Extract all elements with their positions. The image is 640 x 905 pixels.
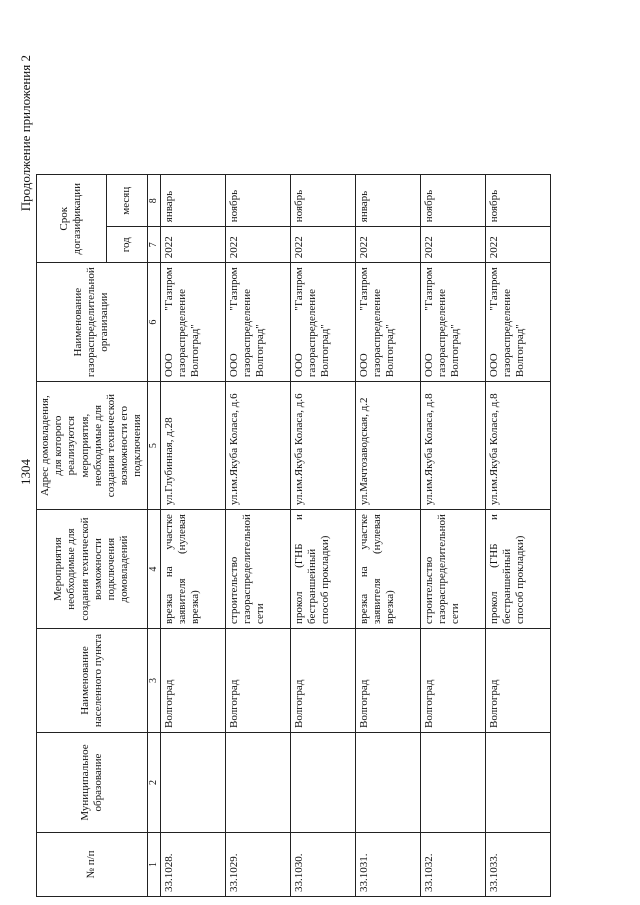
table-row (290, 175, 355, 897)
row-year: 2022 (485, 227, 550, 263)
row-number: 33.1032. (420, 833, 485, 897)
column-number: 3 (147, 629, 160, 733)
row-municipality (420, 733, 485, 833)
row-address: ул.им.Якуба Коласа, д.8 (420, 382, 485, 510)
column-number: 8 (147, 175, 160, 227)
row-measure: строительство газораспределительной сети (420, 510, 485, 629)
row-organization: ООО "Газпром газораспределение Волгоград" (355, 263, 420, 382)
row-organization: ООО "Газпром газораспределение Волгоград" (420, 263, 485, 382)
row-year: 2022 (225, 227, 290, 263)
row-municipality (160, 733, 225, 833)
column-number: 5 (147, 382, 160, 510)
row-measure: прокол (ГНБ и бестраншейный способ прокладки) (290, 510, 355, 629)
row-organization: ООО "Газпром газораспределение Волгоград" (290, 263, 355, 382)
row-settlement: Волгоград (485, 629, 550, 733)
row-number: 33.1028. (160, 833, 225, 897)
row-month: ноябрь (485, 175, 550, 227)
row-address: ул.им.Якуба Коласа, д.8 (485, 382, 550, 510)
row-year: 2022 (420, 227, 485, 263)
row-month: ноябрь (420, 175, 485, 227)
column-number: 2 (147, 733, 160, 833)
header-municipality: Муниципальное образование (37, 733, 148, 833)
header-address: Адрес домовладения, для которого реализуются мероприятия, необходимые для создания технической возможности его подключения (37, 382, 148, 510)
row-municipality (225, 733, 290, 833)
table-row (225, 175, 290, 897)
row-settlement: Волгоград (225, 629, 290, 733)
header-year: год (106, 227, 147, 263)
row-municipality (355, 733, 420, 833)
row-year: 2022 (160, 227, 225, 263)
header-settlement: Наименование населенного пункта (37, 629, 148, 733)
header-organization: Наименование газораспределительной организации (37, 263, 148, 382)
row-month: ноябрь (290, 175, 355, 227)
column-number: 4 (147, 510, 160, 629)
page-number: 1304 (18, 459, 33, 485)
row-year: 2022 (355, 227, 420, 263)
row-number: 33.1033. (485, 833, 550, 897)
gasification-table (36, 174, 551, 897)
row-address: ул.им.Якуба Коласа, д.6 (225, 382, 290, 510)
row-month: ноябрь (225, 175, 290, 227)
table-row (420, 175, 485, 897)
row-address: ул.им.Якуба Коласа, д.6 (290, 382, 355, 510)
row-settlement: Волгоград (355, 629, 420, 733)
row-measure: прокол (ГНБ и бестраншейный способ прокладки) (485, 510, 550, 629)
row-year: 2022 (290, 227, 355, 263)
row-number: 33.1029. (225, 833, 290, 897)
row-settlement: Волгоград (290, 629, 355, 733)
table-row (355, 175, 420, 897)
row-month: январь (355, 175, 420, 227)
row-organization: ООО "Газпром газораспределение Волгоград" (485, 263, 550, 382)
row-organization: ООО "Газпром газораспределение Волгоград" (160, 263, 225, 382)
row-number: 33.1030. (290, 833, 355, 897)
column-number: 6 (147, 263, 160, 382)
row-number: 33.1031. (355, 833, 420, 897)
row-settlement: Волгоград (160, 629, 225, 733)
table-row (485, 175, 550, 897)
header-measures: Мероприятия необходимые для создания технической возможности подключения домовладений (37, 510, 148, 629)
header-month: месяц (106, 175, 147, 227)
row-municipality (485, 733, 550, 833)
row-settlement: Волгоград (420, 629, 485, 733)
row-organization: ООО "Газпром газораспределение Волгоград" (225, 263, 290, 382)
row-municipality (290, 733, 355, 833)
header-number: № п/п (37, 833, 148, 897)
column-number: 1 (147, 833, 160, 897)
row-address: ул.Глубинная, д.28 (160, 382, 225, 510)
row-month: январь (160, 175, 225, 227)
row-address: ул.Мачтозаводская, д.2 (355, 382, 420, 510)
column-number: 7 (147, 227, 160, 263)
row-measure: строительство газораспределительной сети (225, 510, 290, 629)
table-row (160, 175, 225, 897)
row-measure: врезка на участке заявителя (нулевая врезка) (160, 510, 225, 629)
table-body (160, 175, 550, 897)
row-measure: врезка на участке заявителя (нулевая врезка) (355, 510, 420, 629)
header-deadline: Срок догазификации (37, 175, 107, 263)
continuation-label: Продолжение приложения 2 (18, 55, 33, 212)
